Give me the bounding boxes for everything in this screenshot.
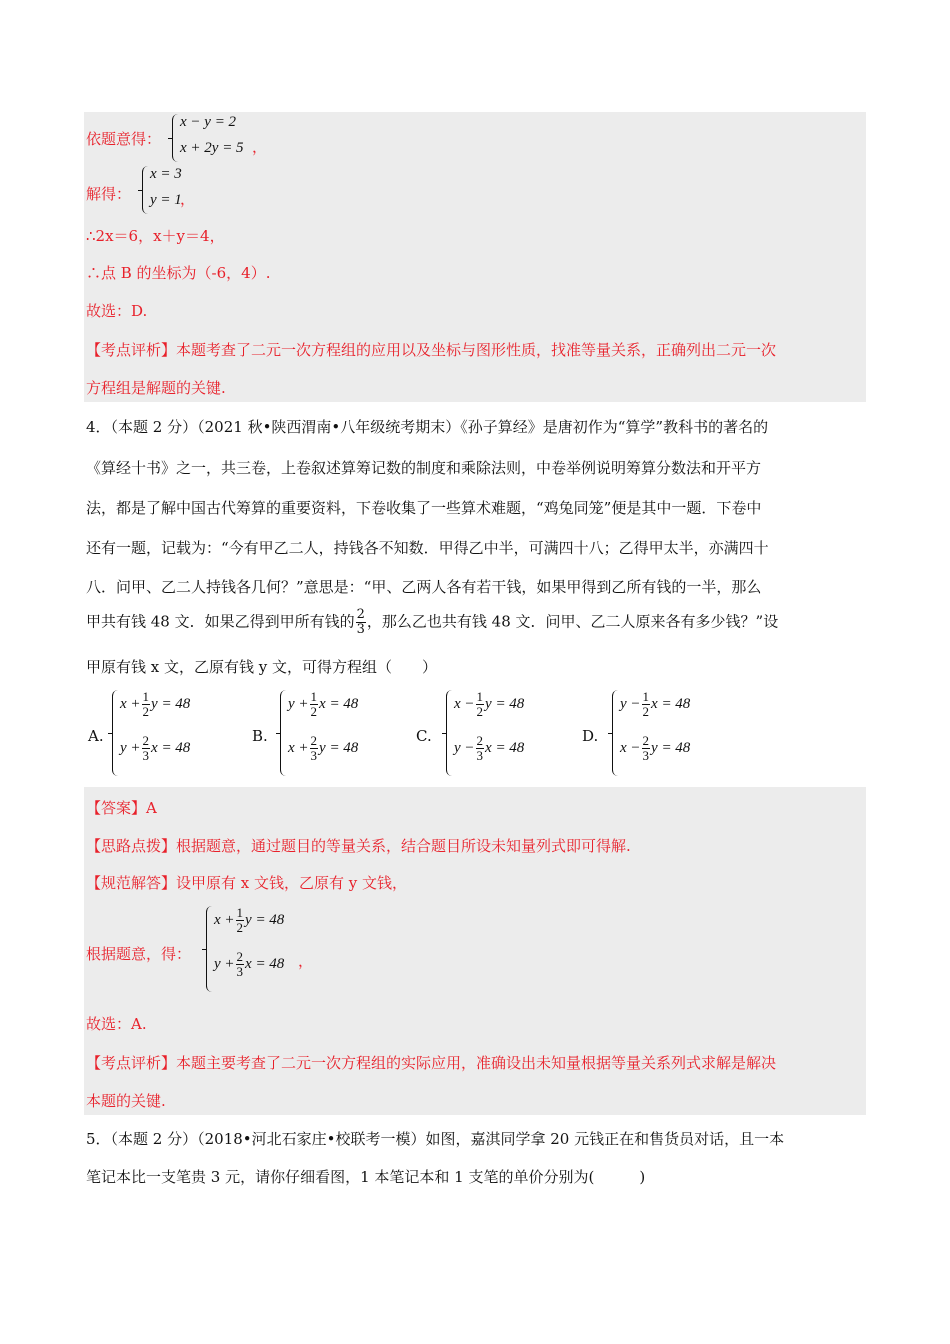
q4-option-b-eq1-left: y + bbox=[288, 695, 309, 712]
q4-option-a-label: A. bbox=[88, 727, 104, 745]
q4-option-d-eq2 bbox=[620, 734, 690, 763]
q4-option-d-frac1 bbox=[642, 690, 651, 719]
q4-sol-eq1-right: y = 48 bbox=[245, 911, 285, 928]
q4-option-c-frac1-den: 2 bbox=[476, 704, 484, 719]
q4-sol-frac2 bbox=[236, 950, 245, 979]
sol3-line5: 故选：D. bbox=[86, 302, 148, 320]
q4-stem-line6b: ，那么乙也共有钱 48 文．问甲、乙二人原来各有多少钱？”设 bbox=[366, 612, 779, 631]
q4-option-c-eq1-right: y = 48 bbox=[485, 695, 525, 712]
q4-option-a-eq1-right: y = 48 bbox=[151, 695, 191, 712]
q4-stem-line1: 4．（本题 2 分）（2021 秋•陕西渭南•八年级统考期末）《孙子算经》是唐初作为“算学”教科书的著名的 bbox=[86, 418, 769, 436]
sol3-line1-tail: ， bbox=[252, 138, 268, 156]
q4-analysis-tag: 【考点评析】 bbox=[86, 1054, 177, 1072]
q4-sol-line3: 故选：A. bbox=[86, 1015, 147, 1033]
q4-sol-text1: 设甲原有 x 文钱，乙原有 y 文钱， bbox=[176, 874, 408, 892]
q4-sol-eq1-left: x + bbox=[214, 911, 235, 928]
q4-option-a-system bbox=[112, 690, 212, 776]
q4-answer: A bbox=[146, 799, 157, 817]
sol3-analysis-line2: 方程组是解题的关键. bbox=[86, 379, 226, 397]
q4-stem-line5: 八．问甲、乙二人持钱各几何？”意思是：“甲、乙两人各有若干钱，如果甲得到乙所有钱的一半，那么 bbox=[86, 578, 762, 596]
q4-option-d-frac2 bbox=[642, 734, 651, 763]
q4-option-a-eq2-right: x = 48 bbox=[151, 739, 191, 756]
q4-analysis-line2: 本题的关键. bbox=[86, 1092, 166, 1110]
q4-sol-tag: 【规范解答】 bbox=[86, 874, 177, 892]
q4-sol-eq2-left: y + bbox=[214, 955, 235, 972]
sol3-analysis-text1: 本题考查了二元一次方程组的应用以及坐标与图形性质，找准等量关系，正确列出二元一次 bbox=[176, 341, 777, 359]
q4-option-d-eq2-left: x − bbox=[620, 739, 641, 756]
q4-stem-line6 bbox=[86, 608, 778, 637]
q4-sol-line2-label: 根据题意，得： bbox=[86, 945, 192, 963]
q4-option-c-eq2-left: y − bbox=[454, 739, 475, 756]
q4-option-a-frac1-den: 2 bbox=[142, 704, 150, 719]
q4-option-c-label: C. bbox=[416, 727, 432, 745]
sol3-system1-eq2: x + 2y = 5 bbox=[180, 140, 244, 156]
q4-option-c-frac2-num: 2 bbox=[476, 733, 484, 748]
q5-stem-line1: 5．（本题 2 分）（2018•河北石家庄•校联考一模）如图，嘉淇同学拿 20 元钱正在和售货员对话，且一本 bbox=[86, 1130, 785, 1148]
q4-option-d-frac2-num: 2 bbox=[642, 733, 650, 748]
q4-option-a-frac1-num: 1 bbox=[142, 689, 150, 704]
q4-hint: 根据题意，通过题目的等量关系，结合题目所设未知量列式即可得解. bbox=[176, 837, 631, 855]
q4-option-b-frac1-num: 1 bbox=[310, 689, 318, 704]
q4-sol-frac1-num: 1 bbox=[236, 905, 244, 920]
sol3-line4: ∴点 B 的坐标为（-6，4）. bbox=[86, 264, 271, 282]
q5-stem-line2: 笔记本比一支笔贵 3 元，请你仔细看图，1 本笔记本和 1 支笔的单价分别为( ) bbox=[86, 1168, 646, 1186]
q4-option-c-frac1-num: 1 bbox=[476, 689, 484, 704]
q4-option-c-eq2-right: x = 48 bbox=[485, 739, 525, 756]
q4-sol-frac1-den: 2 bbox=[236, 920, 244, 935]
q4-stem-frac-den: 3 bbox=[356, 622, 365, 637]
q4-option-b-eq2-left: x + bbox=[288, 739, 309, 756]
q4-option-a-eq2-left: y + bbox=[120, 739, 141, 756]
q4-answer-line bbox=[86, 797, 157, 818]
q4-option-d-label: D. bbox=[582, 727, 599, 745]
q4-answer-tag: 【答案】 bbox=[86, 799, 147, 817]
q4-hint-line bbox=[86, 835, 631, 856]
sol3-system2-eq1: x = 3 bbox=[150, 166, 182, 182]
sol3-analysis-tag: 【考点评析】 bbox=[86, 341, 177, 359]
q4-option-c-eq1 bbox=[454, 690, 524, 719]
q4-option-a-frac2 bbox=[142, 734, 151, 763]
q4-option-c-eq2 bbox=[454, 734, 524, 763]
q4-sol-system bbox=[206, 906, 306, 992]
q4-analysis-line1 bbox=[86, 1052, 776, 1073]
q4-sol-frac1 bbox=[236, 906, 245, 935]
q4-option-b-label: B. bbox=[252, 727, 268, 745]
sol3-system1-eq1: x − y = 2 bbox=[180, 114, 237, 130]
q4-option-a-frac2-den: 3 bbox=[142, 748, 150, 763]
q4-option-c-system bbox=[446, 690, 546, 776]
q4-stem-line2: 《算经十书》之一，共三卷，上卷叙述算筹记数的制度和乘除法则，中卷举例说明筹算分数法和开平方 bbox=[86, 459, 762, 477]
q4-sol-eq1 bbox=[214, 906, 284, 935]
q4-option-d-eq2-right: y = 48 bbox=[651, 739, 691, 756]
q4-hint-tag: 【思路点拨】 bbox=[86, 837, 177, 855]
q4-option-b-frac2 bbox=[310, 734, 319, 763]
q4-analysis-text1: 本题主要考查了二元一次方程组的实际应用，准确设出未知量根据等量关系列式求解是解决 bbox=[176, 1054, 777, 1072]
q4-option-b-frac1 bbox=[310, 690, 319, 719]
q4-option-c-frac1 bbox=[476, 690, 485, 719]
sol3-system2-eq2: y = 1 bbox=[150, 192, 182, 208]
q4-option-d-eq1-left: y − bbox=[620, 695, 641, 712]
q4-option-d-eq1-right: x = 48 bbox=[651, 695, 691, 712]
q4-option-a-frac2-num: 2 bbox=[142, 733, 150, 748]
sol3-line1-label: 依题意得： bbox=[86, 130, 162, 148]
q4-option-d-eq1 bbox=[620, 690, 690, 719]
q4-option-d-frac1-num: 1 bbox=[642, 689, 650, 704]
q4-option-c-frac2 bbox=[476, 734, 485, 763]
q4-sol-tail: ， bbox=[298, 952, 314, 970]
q4-option-b-eq1-right: x = 48 bbox=[319, 695, 359, 712]
q4-option-b-eq2 bbox=[288, 734, 358, 763]
q4-stem-line3: 法，都是了解中国古代筹算的重要资料，下卷收集了一些算术难题，“鸡兔同笼”便是其中一题．下卷中 bbox=[86, 499, 762, 517]
q4-option-b-system bbox=[280, 690, 380, 776]
q4-option-c-frac2-den: 3 bbox=[476, 748, 484, 763]
q4-option-a-eq1 bbox=[120, 690, 190, 719]
q4-stem-line6a: 甲共有钱 48 文．如果乙得到甲所有钱的 bbox=[86, 612, 355, 631]
q4-option-a-frac1 bbox=[142, 690, 151, 719]
q4-stem-fraction bbox=[356, 608, 366, 637]
q4-option-a-eq2 bbox=[120, 734, 190, 763]
q4-stem-line7: 甲原有钱 x 文，乙原有钱 y 文，可得方程组（ ） bbox=[86, 658, 438, 676]
q4-option-a-eq1-left: x + bbox=[120, 695, 141, 712]
sol3-line3: ∴2x＝6，x＋y＝4， bbox=[86, 227, 225, 245]
q4-sol-line1 bbox=[86, 872, 407, 893]
q4-option-c-eq1-left: x − bbox=[454, 695, 475, 712]
q4-option-d-frac2-den: 3 bbox=[642, 748, 650, 763]
q4-option-b-eq1 bbox=[288, 690, 358, 719]
sol3-system1 bbox=[172, 114, 262, 162]
q4-sol-frac2-den: 3 bbox=[236, 964, 244, 979]
q4-option-b-frac2-den: 3 bbox=[310, 748, 318, 763]
q4-sol-eq2-right: x = 48 bbox=[245, 955, 285, 972]
q4-sol-eq2 bbox=[214, 950, 284, 979]
q4-option-b-frac1-den: 2 bbox=[310, 704, 318, 719]
q4-stem-line4: 还有一题，记载为：“今有甲乙二人，持钱各不知数．甲得乙中半，可满四十八；乙得甲太半，亦满四十 bbox=[86, 539, 769, 557]
q4-option-d-system bbox=[612, 690, 712, 776]
sol3-analysis-line1 bbox=[86, 339, 776, 360]
sol3-line2-tail: ， bbox=[180, 190, 196, 208]
q4-option-d-frac1-den: 2 bbox=[642, 704, 650, 719]
q4-option-b-eq2-right: y = 48 bbox=[319, 739, 359, 756]
q4-sol-frac2-num: 2 bbox=[236, 949, 244, 964]
q4-stem-frac-num: 2 bbox=[356, 607, 365, 622]
sol3-line2-label: 解得： bbox=[86, 185, 132, 203]
q4-option-b-frac2-num: 2 bbox=[310, 733, 318, 748]
